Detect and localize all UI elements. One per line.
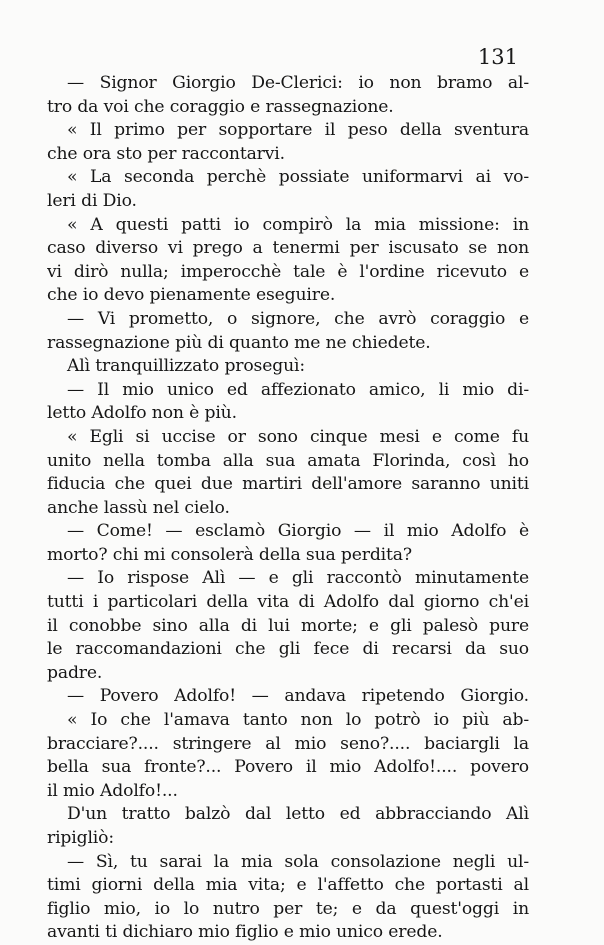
text-line: bracciare?.... stringere al mio seno?.... baciargli la <box>47 733 529 754</box>
text-line: « A questi patti io compirò la mia missione: in <box>67 214 529 235</box>
text-line: che io devo pienamente eseguire. <box>47 285 336 306</box>
body-text <box>47 72 529 945</box>
text-line: avanti ti dichiaro mio figlio e mio unico erede. <box>47 922 443 943</box>
text-line: « Il primo per sopportare il peso della sventura <box>67 120 529 141</box>
text-line: — Signor Giorgio De-Clerici: io non bramo al- <box>67 73 529 93</box>
text-line: anche lassù nel cielo. <box>47 497 230 518</box>
text-line: figlio mio, io lo nutro per te; e da quest'oggi in <box>47 898 529 919</box>
text-line: Alì tranquillizzato proseguì: <box>67 356 306 377</box>
text-line: caso diverso vi prego a tenermi per iscusato se non <box>47 238 529 259</box>
text-line: padre. <box>47 662 103 683</box>
text-line: leri di Dio. <box>47 190 137 211</box>
text-line: le raccomandazioni che gli fece di recarsi da suo <box>47 639 529 660</box>
text-line: « La seconda perchè possiate uniformarvi ai vo- <box>67 167 529 188</box>
text-line: — Come! — esclamò Giorgio — il mio Adolfo è <box>67 521 529 542</box>
text-line: il mio Adolfo!... <box>47 780 178 801</box>
text-line: — Sì, tu sarai la mia sola consolazione negli ul- <box>67 851 529 872</box>
text-line: — Il mio unico ed affezionato amico, li mio di- <box>67 379 529 400</box>
text-line: letto Adolfo non è più. <box>47 403 237 424</box>
text-line: — Povero Adolfo! — andava ripetendo Giorgio. <box>67 686 529 707</box>
text-line: D'un tratto balzò dal letto ed abbracciando Alì <box>67 804 529 825</box>
text-line: — Io rispose Alì — e gli raccontò minutamente <box>67 568 529 589</box>
text-line: — Vi prometto, o signore, che avrò coraggio e <box>67 308 529 329</box>
text-line: timi giorni della mia vita; e l'affetto che portasti al <box>47 875 529 896</box>
text-line: tro da voi che coraggio e rassegnazione. <box>47 96 394 117</box>
text-line: ripigliò: <box>47 828 114 848</box>
text-line: vi dirò nulla; imperocchè tale è l'ordine ricevuto e <box>47 261 529 282</box>
text-line: « Io che l'amava tanto non lo potrò io più ab- <box>67 710 529 731</box>
page-number: 131 <box>477 45 518 69</box>
text-line: che ora sto per raccontarvi. <box>47 143 285 164</box>
text-line: tutti i particolari della vita di Adolfo dal giorno ch'ei <box>47 592 529 613</box>
text-line: « Egli si uccise or sono cinque mesi e come fu <box>67 426 529 447</box>
text-line: rassegnazione più di quanto me ne chiedete. <box>47 332 431 353</box>
text-line: fiducia che quei due martiri dell'amore saranno uniti <box>47 474 529 495</box>
text-line: unito nella tomba alla sua amata Florinda, così ho <box>47 450 529 471</box>
text-line: bella sua fronte?... Povero il mio Adolfo!.... povero <box>47 757 529 778</box>
text-line: il conobbe sino alla di lui morte; e gli palesò pure <box>47 615 529 636</box>
text-line: morto? chi mi consolerà della sua perdita? <box>47 544 412 565</box>
